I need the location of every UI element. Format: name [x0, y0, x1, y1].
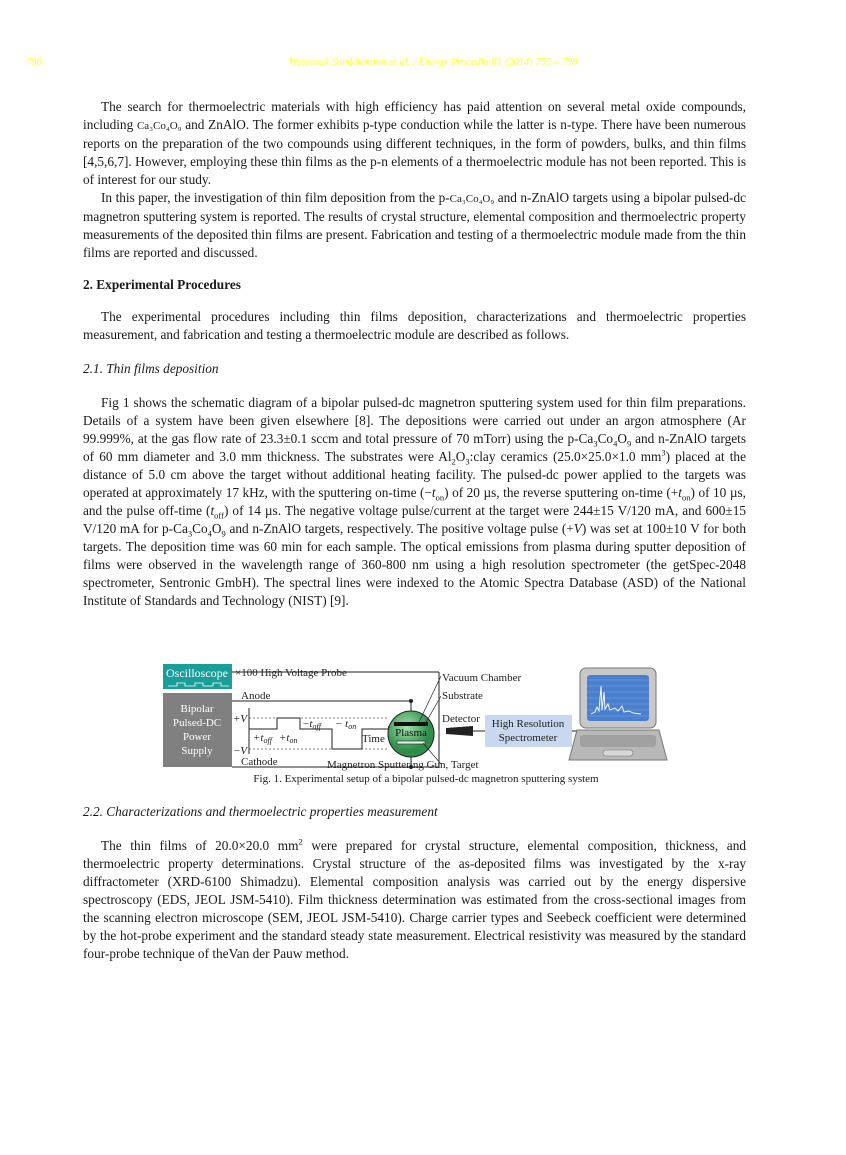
- minus-toff-label: −toff: [302, 718, 321, 731]
- power-supply-line1: Bipolar: [180, 703, 214, 715]
- subsection-title-2-1: 2.1. Thin films deposition: [83, 361, 219, 376]
- figure-1: [163, 664, 703, 772]
- intro-paragraph-2: In this paper, the investigation of thin film deposition from the p-Ca₃Co₄O₉ and n-ZnAlO targets using a bipolar pulsed-dc magnetron sputtering system is reported. The results of crystal structure, elemental composition and thermoelectric property measurements of the deposited thin films are present. Fabrication and testing of a thermoelectric module made from the thin films are reported and discussed.: [83, 190, 746, 260]
- substrate-label: Substrate: [442, 690, 483, 702]
- running-head: Weerasak Somkhunthot et al. / Energy Procedia 61 (2014) 795 – 798: [288, 57, 578, 68]
- power-supply-line2: Pulsed-DC: [172, 717, 222, 729]
- characterization-paragraph: The thin films of 20.0×20.0 $mm^2$ were prepared for crystal structure, elemental composition, thickness, and thermoelectric property determinations. Crystal structure of the as-deposited films was investigated by the x-ray diffractometer (XRD-6100 Shimadzu). Elemental composition analysis was carried out by the energy dispersive spectroscopy (EDS, JEOL JSM-5410). Film thickness determination was estimated from the cross-sectional images from the scanning electron microscope (SEM, JEOL JSM-5410). Charge carrier types and Seebeck coefficient were determined by the hot-probe experiment and the standard steady state measurement. Electrical resistivity was measured by the standard four-probe technique of theVan der Pauw method.: [83, 836, 746, 961]
- time-label: Time: [362, 733, 385, 745]
- intro-paragraph-1: The search for thermoelectric materials with high efficiency has paid attention on several metal oxide compounds, including Ca₃Co₄O₉ and ZnAlO. The former exhibits p-type conduction while the latter is n-type. There have been numerous reports on the preparation of the two compounds using different techniques, in the form of powders, bulks, and thin films [4,5,6,7]. However, employing these thin films as the p-n elements of a thermoelectric module has not been reported. This is of interest for our study.: [83, 99, 746, 187]
- plus-ton-label: +ton: [279, 732, 298, 745]
- plus-toff-label: +toff: [253, 732, 272, 745]
- vacuum-chamber-label: Vacuum Chamber: [442, 672, 522, 684]
- page-number: 796: [26, 57, 42, 68]
- target-plate: [397, 741, 425, 744]
- spectrometer-line2: Spectrometer: [498, 732, 558, 744]
- deposition-paragraph: Fig 1 shows the schematic diagram of a bipolar pulsed-dc magnetron sputtering system used for thin film preparations. Details of a system have been given elsewhere [8]. The depositions were carried out under an argon atmosphere (Ar 99.999%, at the gas flow rate of 23.3±0.1 sccm and total pressure of 70 mTorr) using the $p-Ca_3Co_4O_9$ and n-ZnAlO targets of 60 mm diameter and 3.0 mm thickness. The substrates were $Al_2O_3:clay$ ceramics (25.0×25.0×1.0 $mm^3$) placed at the distance of 5.0 cm above the target without additional heating facility. The pulsed-dc power applied to the targets was operated at approximately 17 kHz, with the sputtering on-time $(-t_{on})$ of 20 µs, the reverse sputtering on-time $(+t_{on})$ of 10 µs, and the pulse off-time $(t_{off})$ of 14 µs. The negative voltage pulse/current at the target were 244±15 V/120 mA, and 600±15 V/120 mA for $p-Ca_3Co_4O_9$ and n-ZnAlO targets, respectively. The positive voltage pulse (+V) was set at 100±10 V for both targets. The deposition time was 60 min for each sample. The optical emissions from plasma during sputter deposition of films were observed in the wavelength range of 360-800 nm using a high resolution spectrometer (the getSpec-2048 spectrometer, Sentronic GmbH). The spectral lines were indexed to the Atomic Spectra Database (ASD) of the National Institute of Standards and Technology (NIST) [9].: [83, 395, 747, 608]
- laptop-icon: [569, 668, 667, 760]
- figure-caption: Fig. 1. Experimental setup of a bipolar pulsed-dc magnetron sputtering system: [253, 773, 599, 785]
- section-title: 2. Experimental Procedures: [83, 277, 241, 292]
- detector-label: Detector: [442, 713, 480, 725]
- gun-target-label: Magnetron Sputtering Gun, Target: [327, 759, 479, 771]
- plus-v-label: +V: [233, 713, 248, 725]
- cathode-label: Cathode: [241, 756, 278, 768]
- power-supply-line4: Supply: [181, 745, 213, 757]
- detector-icon: [446, 726, 473, 736]
- subsection-title-2-2: 2.2. Characterizations and thermoelectric properties measurement: [83, 804, 438, 819]
- intro-section: [83, 98, 746, 262]
- substrate-plate: [394, 722, 428, 726]
- section-2: [83, 276, 746, 610]
- spectrometer-line1: High Resolution: [491, 718, 565, 730]
- plasma-label: Plasma: [395, 727, 427, 739]
- probe-label: ×100 High Voltage Probe: [235, 667, 347, 679]
- minus-ton-label: − ton: [335, 718, 357, 731]
- subsection-2-2: [83, 803, 746, 963]
- oscilloscope-label: Oscilloscope: [166, 666, 228, 680]
- section-intro: The experimental procedures including thin films deposition, characterizations and thermoelectric properties measurement, and fabrication and testing a thermoelectric module are described as follows.: [83, 309, 746, 342]
- minus-v-label: −V: [233, 745, 248, 757]
- power-supply-line3: Power: [182, 731, 212, 743]
- anode-label: Anode: [241, 690, 271, 702]
- page-header: [0, 57, 846, 73]
